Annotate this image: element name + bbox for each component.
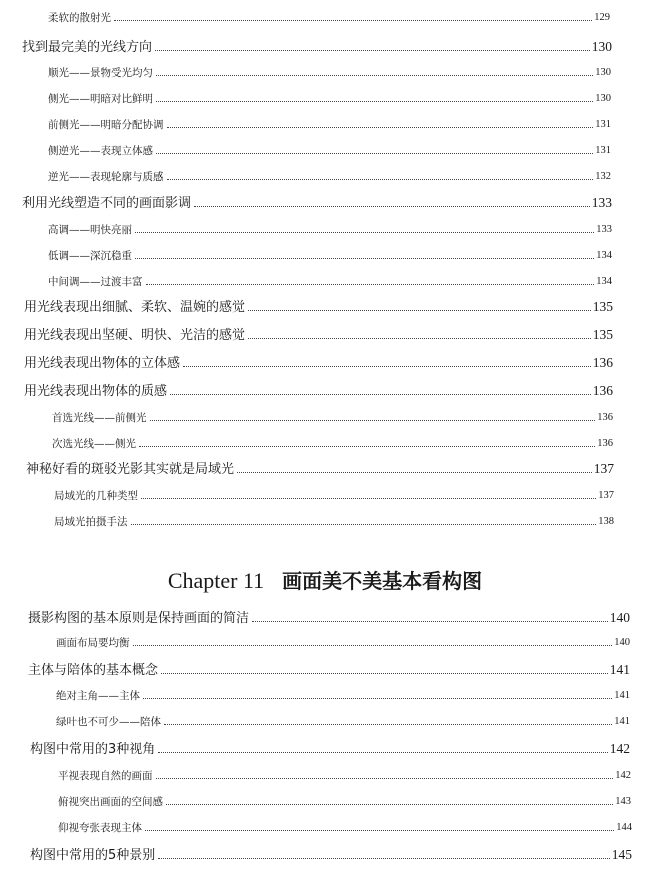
toc-page-number: 141 [614, 716, 630, 727]
toc-entry-title: 侧光——明暗对比鲜明 [48, 93, 153, 105]
toc-entry-title: 低调——深沉稳重 [48, 250, 132, 262]
dot-leader [135, 257, 594, 259]
toc-entry-title: 柔软的散射光 [48, 12, 111, 24]
dot-leader [248, 337, 591, 339]
dot-leader [143, 697, 612, 699]
toc-entry-title: 逆光——表现轮廓与质感 [48, 171, 164, 183]
toc-entry-title: 主体与陪体的基本概念 [28, 662, 159, 678]
toc-entry-title: 仰视夸张表现主体 [58, 822, 142, 834]
toc-entry-sub[interactable] [54, 517, 614, 528]
toc-page-number: 134 [596, 276, 612, 287]
toc-page-number: 135 [592, 327, 613, 342]
dot-leader [158, 857, 609, 859]
dot-leader [156, 74, 593, 76]
dot-leader [183, 365, 591, 367]
toc-entry-title: 用光线表现出物体的质感 [24, 383, 168, 399]
dot-leader [114, 19, 592, 21]
dot-leader [167, 126, 594, 128]
toc-entry-title: 画面布局要均衡 [56, 637, 130, 649]
toc-entry-title: 摄影构图的基本原则是保持画面的简洁 [28, 610, 250, 626]
toc-entry-sub[interactable] [56, 638, 630, 649]
toc-entry-sub[interactable] [48, 120, 611, 131]
toc-entry-main[interactable] [24, 300, 613, 314]
toc-page-number: 144 [616, 822, 632, 833]
toc-page-number: 136 [592, 355, 613, 370]
toc-entry-title: 局域光的几种类型 [54, 490, 138, 502]
toc-entry-main[interactable] [28, 663, 630, 677]
toc-entry-main[interactable] [30, 848, 632, 862]
toc-page-number: 136 [592, 383, 613, 398]
toc-entry-title: 中间调——过渡丰富 [48, 276, 143, 288]
toc-page-number: 141 [609, 662, 630, 677]
toc-entry-title: 俯视突出画面的空间感 [58, 796, 163, 808]
toc-entry-title: 侧逆光——表现立体感 [48, 145, 153, 157]
toc-entry-title: 顺光——景物受光均匀 [48, 67, 153, 79]
toc-page-number: 137 [598, 490, 614, 501]
dot-leader [131, 523, 597, 525]
toc-entry-main[interactable] [24, 356, 613, 370]
toc-page-number: 143 [615, 796, 631, 807]
toc-entry-sub[interactable] [48, 94, 611, 105]
toc-page-number: 130 [595, 93, 611, 104]
toc-entry-sub[interactable] [48, 68, 611, 79]
toc-entry-title: 绿叶也不可少——陪体 [56, 716, 161, 728]
toc-entry-title: 用光线表现出物体的立体感 [24, 355, 181, 371]
dot-leader [156, 100, 593, 102]
dot-leader [146, 283, 595, 285]
toc-entry-sub[interactable] [58, 797, 631, 808]
toc-entry-title: 神秘好看的斑驳光影其实就是局域光 [26, 461, 235, 477]
toc-page-number: 140 [614, 637, 630, 648]
dot-leader [156, 152, 593, 154]
dot-leader [133, 644, 613, 646]
toc-entry-title: 用光线表现出坚硬、明快、光洁的感觉 [24, 327, 246, 343]
dot-leader [141, 497, 596, 499]
toc-page-number: 131 [595, 145, 611, 156]
dot-leader [194, 205, 590, 207]
dot-leader [155, 49, 590, 51]
toc-entry-sub[interactable] [54, 491, 614, 502]
toc-entry-sub[interactable] [48, 172, 611, 183]
toc-entry-title: 构图中常用的5种景别 [30, 847, 156, 863]
toc-page-number: 130 [591, 39, 612, 54]
toc-entry-main[interactable] [26, 462, 614, 476]
toc-entry-main[interactable] [24, 328, 613, 342]
toc-entry-sub[interactable] [52, 413, 613, 424]
dot-leader [252, 620, 608, 622]
toc-entry-title: 前侧光——明暗分配协调 [48, 119, 164, 131]
toc-page-number: 140 [609, 610, 630, 625]
toc-entry-title: 用光线表现出细腻、柔软、温婉的感觉 [24, 299, 246, 315]
toc-entry-title: 绝对主角——主体 [56, 690, 140, 702]
dot-leader [166, 803, 613, 805]
toc-entry-sub[interactable] [56, 717, 630, 728]
toc-entry-sub[interactable] [58, 823, 632, 834]
dot-leader [170, 393, 591, 395]
dot-leader [167, 178, 594, 180]
dot-leader [161, 672, 608, 674]
toc-page-number: 142 [615, 770, 631, 781]
toc-page-number: 131 [595, 119, 611, 130]
toc-entry-main[interactable] [22, 40, 612, 54]
toc-page-number: 136 [597, 412, 613, 423]
toc-entry-title: 利用光线塑造不同的画面影调 [22, 195, 192, 211]
dot-leader [248, 309, 591, 311]
toc-page-number: 133 [596, 224, 612, 235]
toc-entry-main[interactable] [24, 384, 613, 398]
toc-page-number: 136 [597, 438, 613, 449]
toc-entry-main[interactable] [28, 611, 630, 625]
toc-page-number: 135 [592, 299, 613, 314]
dot-leader [158, 751, 607, 753]
dot-leader [145, 829, 614, 831]
dot-leader [237, 471, 592, 473]
dot-leader [156, 777, 614, 779]
toc-entry-sub[interactable] [52, 439, 613, 450]
toc-page-number: 138 [598, 516, 614, 527]
toc-page-number: 145 [611, 847, 632, 862]
toc-entry-main[interactable] [30, 742, 630, 756]
chapter-title: 画面美不美基本看构图 [282, 569, 483, 593]
toc-entry-title: 次选光线——侧光 [52, 438, 136, 450]
toc-entry-sub[interactable] [48, 225, 612, 236]
toc-entry-sub[interactable] [48, 146, 611, 157]
dot-leader [164, 723, 612, 725]
toc-entry-title: 平视表现自然的画面 [58, 770, 153, 782]
toc-entry-title: 高调——明快亮丽 [48, 224, 132, 236]
toc-page-number: 129 [594, 12, 610, 23]
dot-leader [139, 445, 595, 447]
toc-entry-title: 找到最完美的光线方向 [22, 39, 153, 55]
toc-entry-title: 局域光拍摄手法 [54, 516, 128, 528]
dot-leader [150, 419, 596, 421]
toc-page-number: 137 [593, 461, 614, 476]
toc-page-number: 141 [614, 690, 630, 701]
toc-entry-title: 构图中常用的3种视角 [30, 741, 156, 757]
toc-entry-sub[interactable] [58, 771, 631, 782]
toc-entry-sub[interactable] [48, 277, 612, 288]
dot-leader [135, 231, 594, 233]
chapter-heading [0, 570, 650, 592]
toc-entry-sub[interactable] [56, 691, 630, 702]
toc-page-number: 132 [595, 171, 611, 182]
chapter-label: Chapter 11 [167, 568, 265, 593]
toc-page-number: 142 [609, 741, 630, 756]
toc-entry-title: 首选光线——前侧光 [52, 412, 147, 424]
toc-entry-sub[interactable] [48, 13, 610, 24]
toc-page-number: 133 [591, 195, 612, 210]
toc-entry-sub[interactable] [48, 251, 612, 262]
toc-page-number: 130 [595, 67, 611, 78]
toc-entry-main[interactable] [22, 196, 612, 210]
toc-page-number: 134 [596, 250, 612, 261]
